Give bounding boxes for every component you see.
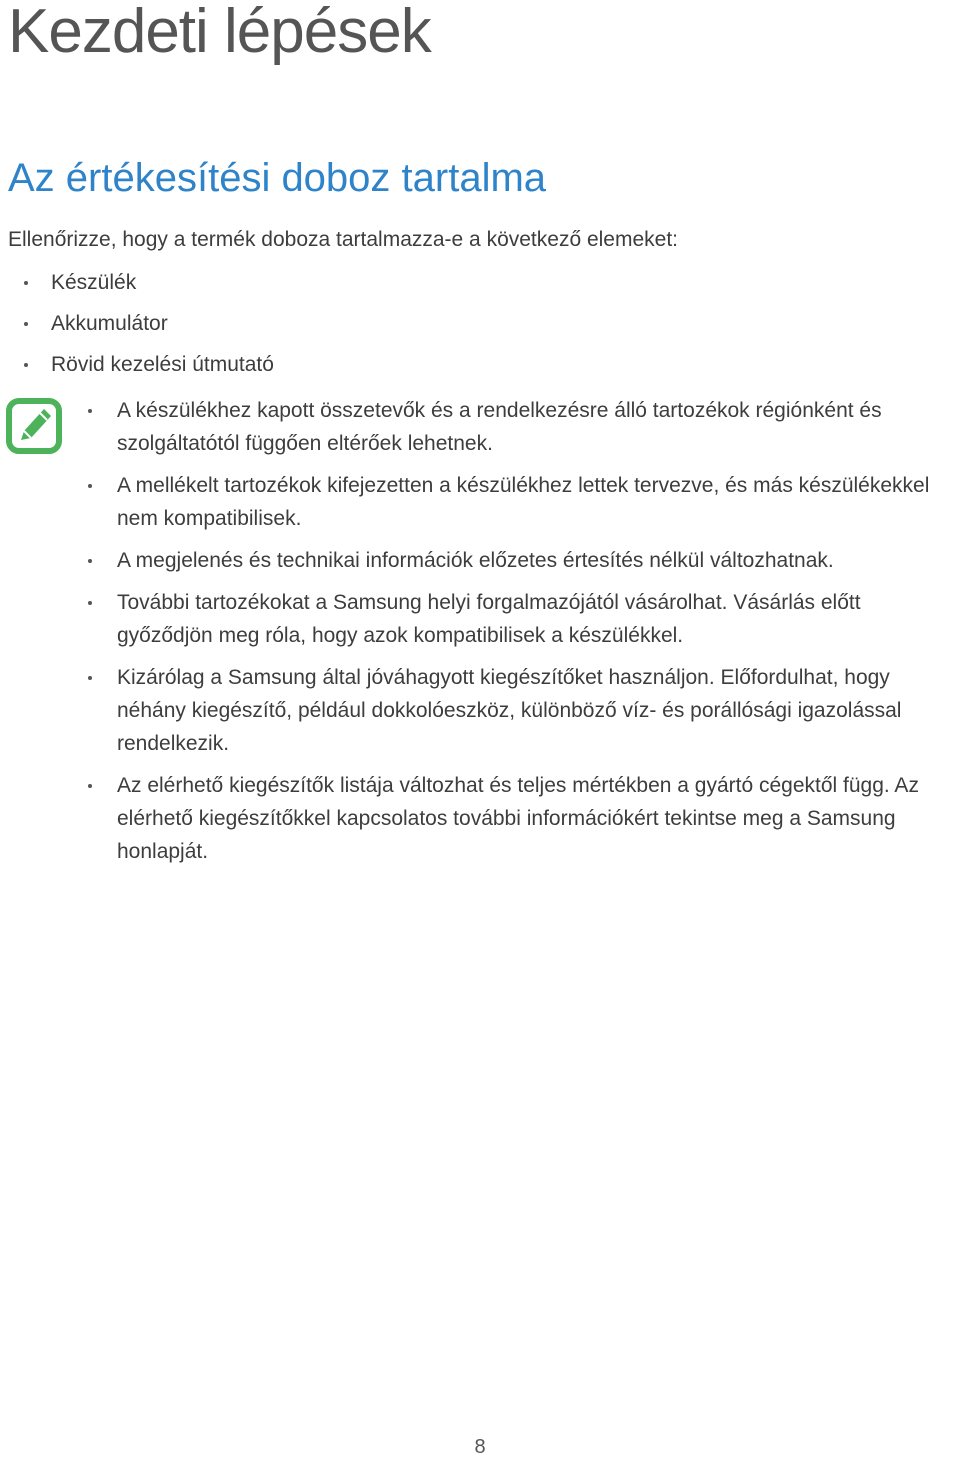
bullet-icon [88, 484, 92, 488]
note-text: Az elérhető kiegészítők listája változhat és teljes mértékben a gyártó cégektől függ. Az elérhető kiegészítőkkel kapcsolatos további információkért tekintse meg a Samsung honlapját. [117, 774, 919, 863]
page-number: 8 [474, 1436, 486, 1458]
section-title: Az értékesítési doboz tartalma [8, 156, 547, 200]
list-item [0, 309, 274, 350]
note-item [88, 394, 958, 460]
list-item-label: Akkumulátor [51, 312, 168, 335]
list-item [0, 350, 274, 391]
note-item [88, 586, 958, 652]
bullet-icon [88, 676, 92, 680]
note-item [88, 769, 958, 868]
bullet-icon [24, 322, 28, 326]
list-item-label: Rövid kezelési útmutató [51, 353, 274, 376]
intro-text: Ellenőrizze, hogy a termék doboza tartalmazza-e a következő elemeket: [8, 228, 679, 251]
note-text: A megjelenés és technikai információk előzetes értesítés nélkül változhatnak. [117, 549, 834, 572]
note-text: A mellékelt tartozékok kifejezetten a készülékhez lettek tervezve, és más készülékekkel nem kompatibilisek. [117, 474, 930, 530]
notes-list [88, 394, 958, 877]
note-text: A készülékhez kapott összetevők és a rendelkezésre álló tartozékok régiónként és szolgáltatótól függően eltérőek lehetnek. [117, 399, 882, 455]
note-item [88, 544, 958, 577]
chapter-title: Kezdeti lépések [8, 0, 431, 66]
bullet-icon [24, 363, 28, 367]
note-item [88, 469, 958, 535]
note-pencil-icon [6, 398, 62, 454]
note-text: Kizárólag a Samsung által jóváhagyott kiegészítőket használjon. Előfordulhat, hogy néhány kiegészítő, például dokkolóeszköz, különböző víz- és porállósági igazolással rendelkezik. [117, 666, 902, 755]
note-item [88, 661, 958, 760]
bullet-icon [88, 409, 92, 413]
bullet-icon [88, 784, 92, 788]
bullet-icon [24, 281, 28, 285]
list-item [0, 268, 274, 309]
bullet-icon [88, 601, 92, 605]
list-item-label: Készülék [51, 271, 137, 294]
note-text: További tartozékokat a Samsung helyi forgalmazójától vásárolhat. Vásárlás előtt győződjön meg róla, hogy azok kompatibilisek a készülékkel. [117, 591, 861, 647]
box-contents-list [0, 268, 274, 391]
bullet-icon [88, 559, 92, 563]
